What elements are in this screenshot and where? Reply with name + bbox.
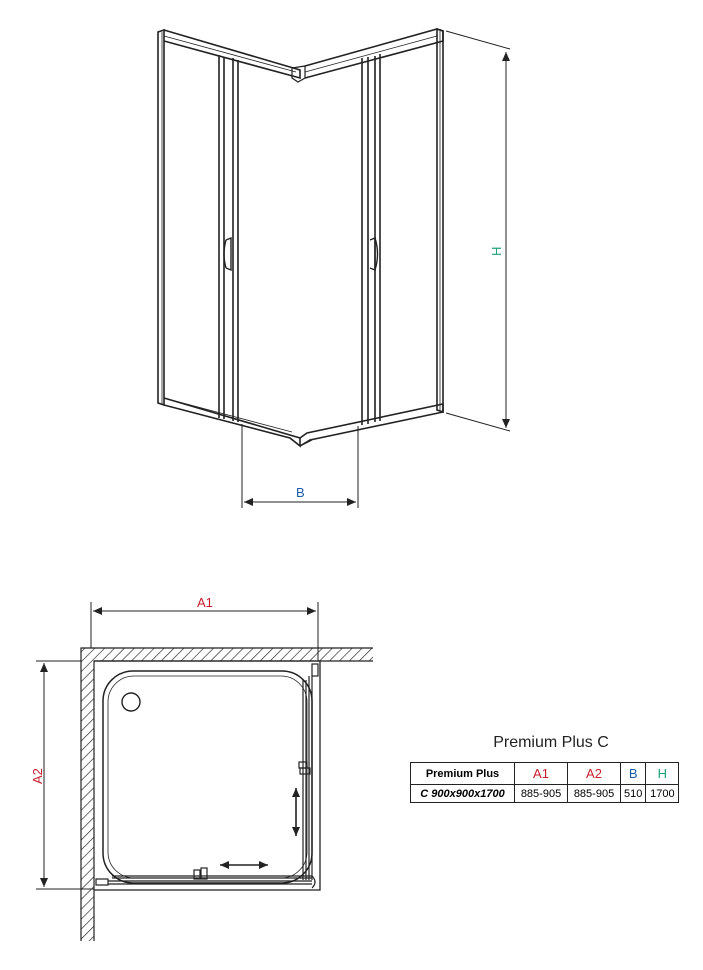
height-label: H xyxy=(489,246,504,256)
cell-a1: 885-905 xyxy=(515,785,568,803)
cell-b: 510 xyxy=(621,785,646,803)
shower-perspective-view xyxy=(158,29,443,446)
shower-plan-view xyxy=(81,648,373,941)
spec-title: Premium Plus C xyxy=(493,734,609,751)
width-a1-label: A1 xyxy=(197,595,213,610)
width-a2-label: A2 xyxy=(30,768,45,784)
header-a2: A2 xyxy=(568,763,621,785)
spec-header-row xyxy=(411,763,679,785)
cell-model: C 900x900x1700 xyxy=(411,785,515,803)
drain xyxy=(122,693,140,711)
left-wall xyxy=(81,661,94,941)
cell-a2: 885-905 xyxy=(568,785,621,803)
header-model: Premium Plus xyxy=(411,763,515,785)
door-opening-label: B xyxy=(296,485,305,500)
height-dimension xyxy=(446,31,510,431)
top-wall xyxy=(81,648,373,661)
spec-data-row xyxy=(411,785,679,803)
spec-table xyxy=(410,762,679,803)
header-h: H xyxy=(646,763,679,785)
cell-h: 1700 xyxy=(646,785,679,803)
header-b: B xyxy=(621,763,646,785)
shower-tray xyxy=(103,671,312,883)
header-a1: A1 xyxy=(515,763,568,785)
